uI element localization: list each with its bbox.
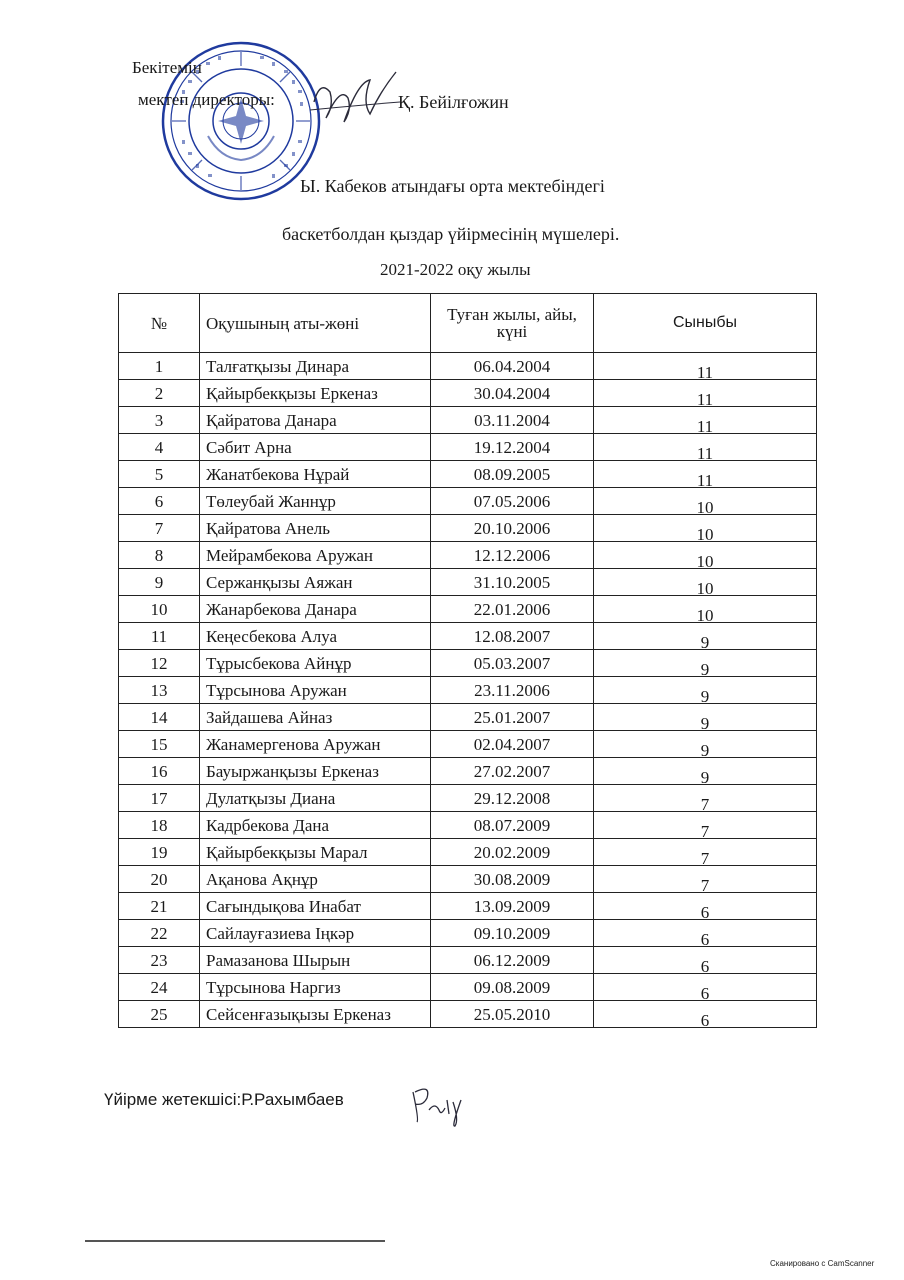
birth-date: 31.10.2005 xyxy=(431,569,594,596)
class-number: 11 xyxy=(594,380,817,407)
row-number: 6 xyxy=(119,488,200,515)
class-number: 11 xyxy=(594,353,817,380)
row-number: 1 xyxy=(119,353,200,380)
row-number: 5 xyxy=(119,461,200,488)
student-name: Сайлауғазиева Іңкәр xyxy=(200,920,431,947)
class-number: 9 xyxy=(594,758,817,785)
student-name: Жанамергенова Аружан xyxy=(200,731,431,758)
birth-date: 30.04.2004 xyxy=(431,380,594,407)
student-name: Тұрсынова Наргиз xyxy=(200,974,431,1001)
student-name: Талғатқызы Динара xyxy=(200,353,431,380)
class-number: 6 xyxy=(594,920,817,947)
class-number: 9 xyxy=(594,677,817,704)
document-title-line1: Ы. Кабеков атындағы орта мектебіндегі xyxy=(300,176,605,196)
student-name: Сержанқызы Аяжан xyxy=(200,569,431,596)
student-name: Сейсенғазықызы Еркеназ xyxy=(200,1001,431,1028)
row-number: 16 xyxy=(119,758,200,785)
birth-date: 05.03.2007 xyxy=(431,650,594,677)
birth-date: 08.07.2009 xyxy=(431,812,594,839)
table-row xyxy=(119,839,817,866)
birth-date: 20.10.2006 xyxy=(431,515,594,542)
director-signature xyxy=(300,62,410,132)
table-row xyxy=(119,542,817,569)
table-row xyxy=(119,677,817,704)
row-number: 7 xyxy=(119,515,200,542)
class-number: 6 xyxy=(594,947,817,974)
table-row xyxy=(119,812,817,839)
class-number: 9 xyxy=(594,650,817,677)
student-name: Кадрбекова Дана xyxy=(200,812,431,839)
student-name: Сәбит Арна xyxy=(200,434,431,461)
class-number: 9 xyxy=(594,704,817,731)
student-name: Дулатқызы Диана xyxy=(200,785,431,812)
row-number: 22 xyxy=(119,920,200,947)
document-title-line2: баскетболдан қыздар үйірмесінің мүшелері. xyxy=(282,224,620,244)
birth-date: 07.05.2006 xyxy=(431,488,594,515)
birth-date: 09.08.2009 xyxy=(431,974,594,1001)
table-row xyxy=(119,1001,817,1028)
academic-year: 2021-2022 оқу жылы xyxy=(380,260,531,279)
approval-label: Бекітемін xyxy=(132,58,202,77)
table-row xyxy=(119,380,817,407)
row-number: 23 xyxy=(119,947,200,974)
row-number: 21 xyxy=(119,893,200,920)
birth-date: 12.08.2007 xyxy=(431,623,594,650)
student-name: Бауыржанқызы Еркеназ xyxy=(200,758,431,785)
class-number: 11 xyxy=(594,434,817,461)
birth-date: 08.09.2005 xyxy=(431,461,594,488)
table-row xyxy=(119,434,817,461)
student-name: Жанатбекова Нұрай xyxy=(200,461,431,488)
student-name: Рамазанова Шырын xyxy=(200,947,431,974)
row-number: 25 xyxy=(119,1001,200,1028)
table-row xyxy=(119,650,817,677)
header-student-name: Оқушының аты-жөні xyxy=(200,294,431,353)
table-row xyxy=(119,731,817,758)
row-number: 14 xyxy=(119,704,200,731)
scanner-watermark: Сканировано с CamScanner xyxy=(770,1259,875,1268)
class-number: 7 xyxy=(594,785,817,812)
table-row xyxy=(119,947,817,974)
approval-position: мектеп директоры: xyxy=(138,90,275,109)
birth-date: 02.04.2007 xyxy=(431,731,594,758)
table-row xyxy=(119,515,817,542)
table-row xyxy=(119,893,817,920)
birth-date: 25.05.2010 xyxy=(431,1001,594,1028)
birth-date: 13.09.2009 xyxy=(431,893,594,920)
table-row xyxy=(119,569,817,596)
class-number: 9 xyxy=(594,731,817,758)
birth-date: 20.02.2009 xyxy=(431,839,594,866)
header-class: Сыныбы xyxy=(594,294,817,353)
row-number: 13 xyxy=(119,677,200,704)
row-number: 10 xyxy=(119,596,200,623)
class-number: 7 xyxy=(594,866,817,893)
row-number: 2 xyxy=(119,380,200,407)
table-row xyxy=(119,623,817,650)
table-row xyxy=(119,785,817,812)
row-number: 24 xyxy=(119,974,200,1001)
table-row xyxy=(119,974,817,1001)
student-name: Қайырбекқызы Еркеназ xyxy=(200,380,431,407)
student-name: Жанарбекова Данара xyxy=(200,596,431,623)
student-name: Мейрамбекова Аружан xyxy=(200,542,431,569)
header-birth-date: Туған жылы, айы, күні xyxy=(431,294,594,353)
birth-date: 06.12.2009 xyxy=(431,947,594,974)
director-name: Қ. Бейілғожин xyxy=(398,92,509,112)
row-number: 9 xyxy=(119,569,200,596)
row-number: 15 xyxy=(119,731,200,758)
members-table xyxy=(118,293,817,1028)
table-header-row xyxy=(119,294,817,353)
row-number: 20 xyxy=(119,866,200,893)
birth-date: 23.11.2006 xyxy=(431,677,594,704)
birth-date: 12.12.2006 xyxy=(431,542,594,569)
table-row xyxy=(119,461,817,488)
class-number: 11 xyxy=(594,407,817,434)
class-number: 11 xyxy=(594,461,817,488)
row-number: 19 xyxy=(119,839,200,866)
table-row xyxy=(119,920,817,947)
table-row xyxy=(119,488,817,515)
class-number: 7 xyxy=(594,812,817,839)
birth-date: 29.12.2008 xyxy=(431,785,594,812)
class-number: 6 xyxy=(594,893,817,920)
student-name: Тұрысбекова Айнұр xyxy=(200,650,431,677)
class-number: 10 xyxy=(594,515,817,542)
club-leader: Үйірме жетекшісі:Р.Рахымбаев xyxy=(104,1090,344,1109)
row-number: 4 xyxy=(119,434,200,461)
student-name: Зайдашева Айназ xyxy=(200,704,431,731)
leader-signature xyxy=(405,1080,485,1130)
student-name: Сағындықова Инабат xyxy=(200,893,431,920)
birth-date: 27.02.2007 xyxy=(431,758,594,785)
row-number: 18 xyxy=(119,812,200,839)
student-name: Тұрсынова Аружан xyxy=(200,677,431,704)
table-row xyxy=(119,866,817,893)
row-number: 8 xyxy=(119,542,200,569)
table-row xyxy=(119,758,817,785)
class-number: 10 xyxy=(594,542,817,569)
table-row xyxy=(119,353,817,380)
student-name: Төлеубай Жаннұр xyxy=(200,488,431,515)
header-number: № xyxy=(119,294,200,353)
row-number: 11 xyxy=(119,623,200,650)
student-name: Қайратова Анель xyxy=(200,515,431,542)
student-name: Кеңесбекова Алуа xyxy=(200,623,431,650)
table-row xyxy=(119,407,817,434)
student-name: Қайырбекқызы Марал xyxy=(200,839,431,866)
row-number: 17 xyxy=(119,785,200,812)
birth-date: 09.10.2009 xyxy=(431,920,594,947)
class-number: 10 xyxy=(594,569,817,596)
row-number: 12 xyxy=(119,650,200,677)
bottom-divider xyxy=(85,1240,385,1242)
student-name: Ақанова Ақнұр xyxy=(200,866,431,893)
class-number: 10 xyxy=(594,488,817,515)
class-number: 9 xyxy=(594,623,817,650)
table-row xyxy=(119,596,817,623)
birth-date: 30.08.2009 xyxy=(431,866,594,893)
class-number: 10 xyxy=(594,596,817,623)
class-number: 6 xyxy=(594,1001,817,1028)
row-number: 3 xyxy=(119,407,200,434)
birth-date: 22.01.2006 xyxy=(431,596,594,623)
class-number: 6 xyxy=(594,974,817,1001)
birth-date: 06.04.2004 xyxy=(431,353,594,380)
student-name: Қайратова Данара xyxy=(200,407,431,434)
table-row xyxy=(119,704,817,731)
class-number: 7 xyxy=(594,839,817,866)
birth-date: 19.12.2004 xyxy=(431,434,594,461)
birth-date: 25.01.2007 xyxy=(431,704,594,731)
birth-date: 03.11.2004 xyxy=(431,407,594,434)
